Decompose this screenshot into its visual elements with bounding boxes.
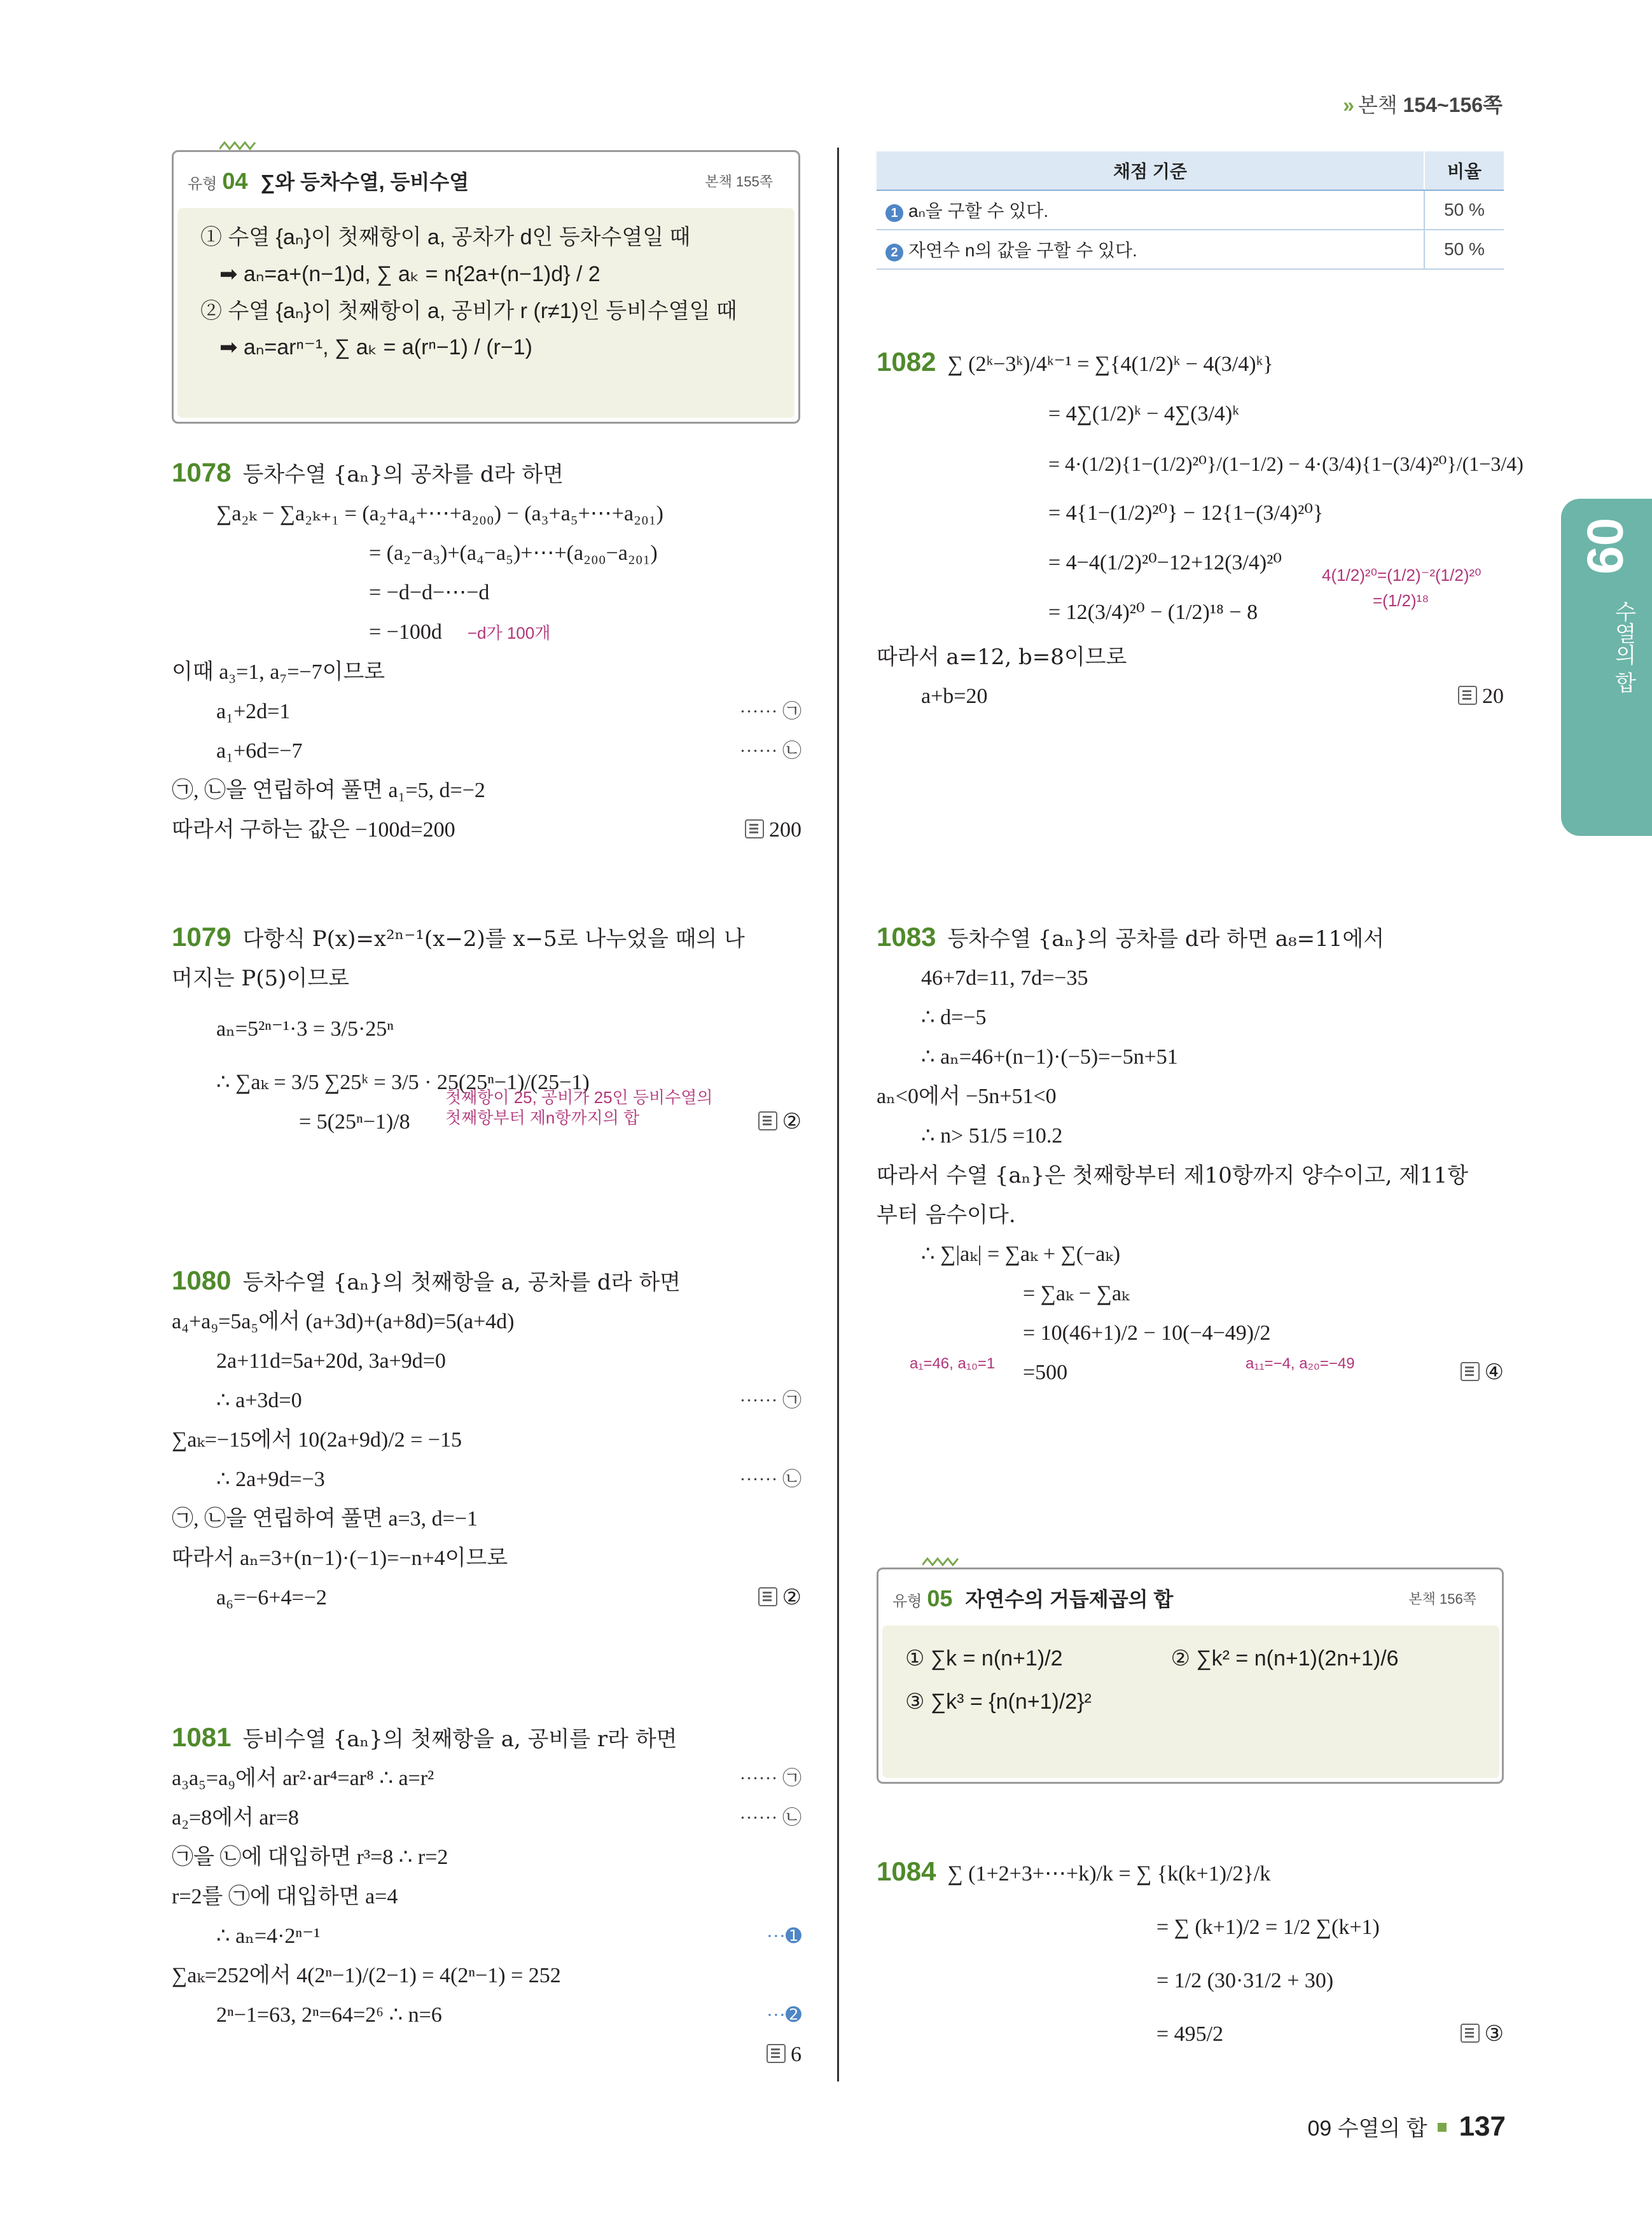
solution-line: 등차수열 {aₙ}의 공차를 d라 하면 a₈=11에서 [947,926,1385,952]
solution-line: ∴ aₙ=4·2ⁿ⁻¹ [216,1924,321,1948]
solution-line: ∴ n> 51/5 =10.2 [921,1124,1063,1148]
solution-line: = 10(46+1)/2 − 10(−4−49)/2 [1023,1321,1271,1345]
solution-line: = ∑aₖ − ∑aₖ [1023,1282,1130,1305]
solution-line: 따라서 aₙ=3+(n−1)·(−1)=−n+4이므로 [172,1546,508,1570]
type-05-heading [892,1583,1173,1613]
solution-line: a₄+a₉=5a₅에서 (a+3d)+(a+8d)=5(a+4d) [172,1310,515,1333]
equation-marker: ······ ㉠ [739,701,802,722]
answer-icon [767,2044,786,2063]
problem-number: 1081 [172,1722,232,1752]
solution-line: = −100d [369,620,442,644]
solution-line: 등차수열 {aₙ}의 첫째항을 a, 공차를 d라 하면 [242,1270,681,1295]
note-line: =(1/2)¹⁸ [1373,591,1429,610]
solution-line: = 4−4(1/2)²⁰−12+12(3/4)²⁰ [1048,551,1282,574]
solution-line: ∴ a+3d=0 [216,1389,302,1412]
solution-line: ∑ (2ᵏ−3ᵏ)/4ᵏ⁻¹ = ∑{4(1/2)ᵏ − 4(3/4)ᵏ} [947,352,1274,376]
table-header-criteria: 채점 기준 [877,151,1424,190]
solution-line: = 4∑(1/2)ᵏ − 4∑(3/4)ᵏ [1048,402,1239,426]
solution-line: 다항식 P(x)=x²ⁿ⁻¹(x−2)를 x−5로 나누었을 때의 나 [242,926,745,952]
answer-badge [1458,677,1504,716]
solution-line: 이때 a₃=1, a₇=−7이므로 [172,660,385,684]
solution-line: 등차수열 {aₙ}의 공차를 d라 하면 [242,462,564,487]
solution-line: ∴ 2a+9d=−3 [216,1468,325,1491]
problem-1082 [877,337,1524,716]
solution-line: = 4·(1/2){1−(1/2)²⁰}/(1−1/2) − 4·(3/4){1−(3/4)²⁰}/(1−3/4) [1048,452,1524,475]
solution-line: = 4{1−(1/2)²⁰} − 12{1−(3/4)²⁰} [1048,501,1324,525]
type-05-book-ref: 본책 156쪽 [1408,1591,1476,1607]
solution-line: ∴ ∑aₖ = 3/5 ∑25ᵏ = 3/5 · 25(25ⁿ−1)/(25−1) [216,1071,590,1094]
answer-icon [1461,2024,1480,2043]
type-05-formula-box [882,1625,1499,1778]
problem-number: 1079 [172,922,232,952]
solution-line: 2a+11d=5a+20d, 3a+9d=0 [216,1349,446,1373]
solution-line: 2ⁿ−1=63, 2ⁿ=64=2⁶ ∴ n=6 [216,2003,442,2027]
answer-value: ② [782,1586,802,1609]
solution-line: a₃a₅=a₉에서 ar²·ar⁴=ar⁸ ∴ a=r² [172,1767,434,1790]
solution-line: ∴ aₙ=46+(n−1)·(−5)=−5n+51 [921,1045,1178,1069]
type-04-book-ref: 본책 155쪽 [705,174,773,190]
answer-icon [745,819,764,838]
answer-value: 6 [791,2043,802,2066]
solution-line: ∑aₖ=−15에서 10(2a+9d)/2 = −15 [172,1428,462,1452]
solution-line: ㉠, ㉡을 연립하여 풀면 a₁=5, d=−2 [172,779,485,802]
formula-line-3: ② 수열 {aₙ}이 첫째항이 a, 공비가 r (r≠1)인 등비수열일 때 [200,298,737,323]
table-row [877,190,1504,230]
problem-1080 [172,1261,802,1618]
table-row [877,230,1504,269]
answer-icon [1458,686,1477,705]
formula-line-4: ➡ aₙ=arⁿ⁻¹, ∑ aₖ = a(rⁿ−1) / (r−1) [219,335,532,360]
column-divider [837,148,839,2082]
table-cell-rate: 50 % [1424,190,1504,230]
solution-line: aₙ=5²ⁿ⁻¹·3 = 3/5·25ⁿ [216,1017,394,1041]
solution-line: ∑ (1+2+3+⋯+k)/k = ∑ {k(k+1)/2}/k [947,1862,1271,1886]
answer-value: 200 [769,818,802,842]
annotation-note: −d가 100개 [467,623,551,643]
type-label: 유형 [188,176,218,193]
annotation-note [445,1087,712,1128]
answer-value: ④ [1484,1361,1504,1384]
solution-line: 따라서 수열 {aₙ}은 첫째항부터 제10항까지 양수이고, 제11항 [877,1163,1469,1188]
type-title: ∑와 등차수열, 등비수열 [260,170,469,193]
answer-badge [745,810,802,850]
type-04-box [172,150,800,424]
square-bullet-icon [1438,2123,1447,2132]
problem-number: 1078 [172,457,232,487]
type-title: 자연수의 거듭제곱의 합 [965,1588,1174,1611]
solution-line: a₆=−6+4=−2 [216,1586,327,1609]
solution-line: a₁+2d=1 [216,700,291,723]
formula-line-2: ➡ aₙ=a+(n−1)d, ∑ aₖ = n{2a+(n−1)d} / 2 [219,261,600,286]
solution-line: ㉠을 ㉡에 대입하면 r³=8 ∴ r=2 [172,1845,448,1869]
solution-line: ㉠, ㉡을 연립하여 풀면 a=3, d=−1 [172,1507,478,1531]
footer-chapter: 09 수열의 합 [1307,2116,1427,2141]
solution-line: = 12(3/4)²⁰ − (1/2)¹⁸ − 8 [1048,601,1258,624]
page-ref-range: 154~156쪽 [1403,94,1503,116]
note-line: 첫째항부터 제n항까지의 합 [445,1108,640,1127]
solution-line: a₁+6d=−7 [216,739,303,763]
solution-line: a+b=20 [921,685,988,708]
chapter-number: 09 [1577,518,1634,574]
table-header-row [877,151,1504,190]
equation-marker: ······ ㉠ [739,1768,802,1789]
answer-icon [1461,1362,1480,1381]
formula-line-1: ① 수열 {aₙ}이 첫째항이 a, 공차가 d인 등차수열일 때 [200,225,691,249]
answer-badge [1461,2008,1504,2061]
table-cell-criteria [877,190,1424,230]
problem-1084 [877,1845,1504,2061]
solution-line: ∑a₂ₖ − ∑a₂ₖ₊₁ = (a₂+a₄+⋯+a₂₀₀) − (a₃+a₅+⋯+a₂₀₁) [216,502,663,525]
formula-line-1: ① ∑k = n(n+1)/2 [905,1646,1063,1671]
problem-1078 [172,453,802,850]
answer-icon [758,1587,777,1606]
answer-value: ③ [1484,2022,1504,2046]
solution-line: r=2를 ㉠에 대입하면 a=4 [172,1885,398,1908]
annotation-note: a₁₁=−4, a₂₀=−49 [1246,1355,1355,1372]
note-line: 첫째항이 25, 공비가 25인 등비수열의 [445,1088,713,1107]
problem-number: 1083 [877,922,936,952]
step-marker: ···➊ [766,1926,802,1947]
solution-line: = −d−d−⋯−d [369,581,490,604]
step-number-badge: 2 [885,244,903,261]
solution-line: = ∑ (k+1)/2 = 1/2 ∑(k+1) [1156,1915,1380,1939]
solution-line: =500 [1023,1361,1068,1384]
solution-line: ∴ ∑|aₖ| = ∑aₖ + ∑(−aₖ) [921,1242,1121,1266]
criteria-text: 자연수 n의 값을 구할 수 있다. [908,240,1137,260]
solution-line: 머지는 P(5)이므로 [172,966,349,991]
answer-badge [1461,1353,1504,1393]
table-cell-rate: 50 % [1424,230,1504,269]
solution-line: 부터 음수이다. [877,1202,1016,1228]
answer-icon [758,1111,777,1130]
answer-badge [767,2035,802,2075]
formula-line-2: ② ∑k² = n(n+1)(2n+1)/6 [1170,1646,1399,1671]
type-04-formula-box [177,208,795,418]
scoring-criteria-table [877,151,1504,270]
problem-number: 1084 [877,1856,936,1886]
solution-line: = 495/2 [1156,2022,1224,2046]
problem-number: 1082 [877,347,936,377]
equation-marker: ······ ㉡ [739,1469,802,1490]
annotation-note [1322,562,1482,613]
solution-line: ∑aₖ=252에서 4(2ⁿ−1)/(2−1) = 4(2ⁿ−1) = 252 [172,1964,561,1987]
solution-line: 46+7d=11, 7d=−35 [921,966,1088,990]
solution-line: aₙ<0에서 −5n+51<0 [877,1085,1057,1108]
problem-1081 [172,1718,802,2075]
answer-badge [758,1578,802,1618]
page-reference [1343,89,1503,118]
solution-line: = (a₂−a₃)+(a₄−a₅)+⋯+(a₂₀₀−a₂₀₁) [369,541,658,565]
note-line: 4(1/2)²⁰=(1/2)⁻²(1/2)²⁰ [1322,566,1482,585]
annotation-note: a₁=46, a₁₀=1 [910,1355,996,1372]
solution-line: a₂=8에서 ar=8 [172,1806,299,1830]
page-footer [1307,2111,1506,2143]
step-marker: ···➋ [766,2005,802,2026]
table-cell-criteria [877,230,1424,269]
problem-1079 [172,917,802,1142]
formula-line-3: ③ ∑k³ = {n(n+1)/2}² [905,1690,1092,1714]
zigzag-decoration-icon [922,1556,961,1566]
answer-value: 20 [1482,685,1504,708]
solution-line: 등비수열 {aₙ}의 첫째항을 a, 공비를 r라 하면 [242,1727,677,1752]
page-number: 137 [1459,2111,1506,2142]
step-number-badge: 1 [885,204,903,222]
solution-line: ∴ d=−5 [921,1006,987,1029]
equation-marker: ······ ㉠ [739,1390,802,1411]
table-header-rate: 비율 [1424,151,1504,190]
type-number: 05 [927,1585,953,1611]
type-04-heading [188,166,469,195]
double-chevron-icon: » [1343,94,1354,116]
chapter-title: 수열의 합 [1611,601,1635,693]
solution-line: = 1/2 (30·31/2 + 30) [1156,1969,1334,1992]
solution-line: = 5(25ⁿ−1)/8 [299,1110,410,1134]
criteria-text: aₙ을 구할 수 있다. [908,201,1049,221]
solution-line: 따라서 a=12, b=8이므로 [877,644,1127,670]
answer-badge [758,1102,802,1142]
zigzag-decoration-icon [219,140,258,150]
chapter-side-tab[interactable] [1561,499,1652,836]
page-ref-prefix: 본책 [1357,94,1398,116]
solution-line: 따라서 구하는 값은 −100d=200 [172,818,455,842]
equation-marker: ······ ㉡ [739,740,802,761]
type-label: 유형 [892,1593,922,1610]
problem-1083 [877,917,1504,1393]
type-05-box [877,1567,1504,1784]
type-number: 04 [222,168,248,194]
equation-marker: ······ ㉡ [739,1807,802,1828]
problem-number: 1080 [172,1265,232,1295]
answer-value: ② [782,1110,802,1134]
